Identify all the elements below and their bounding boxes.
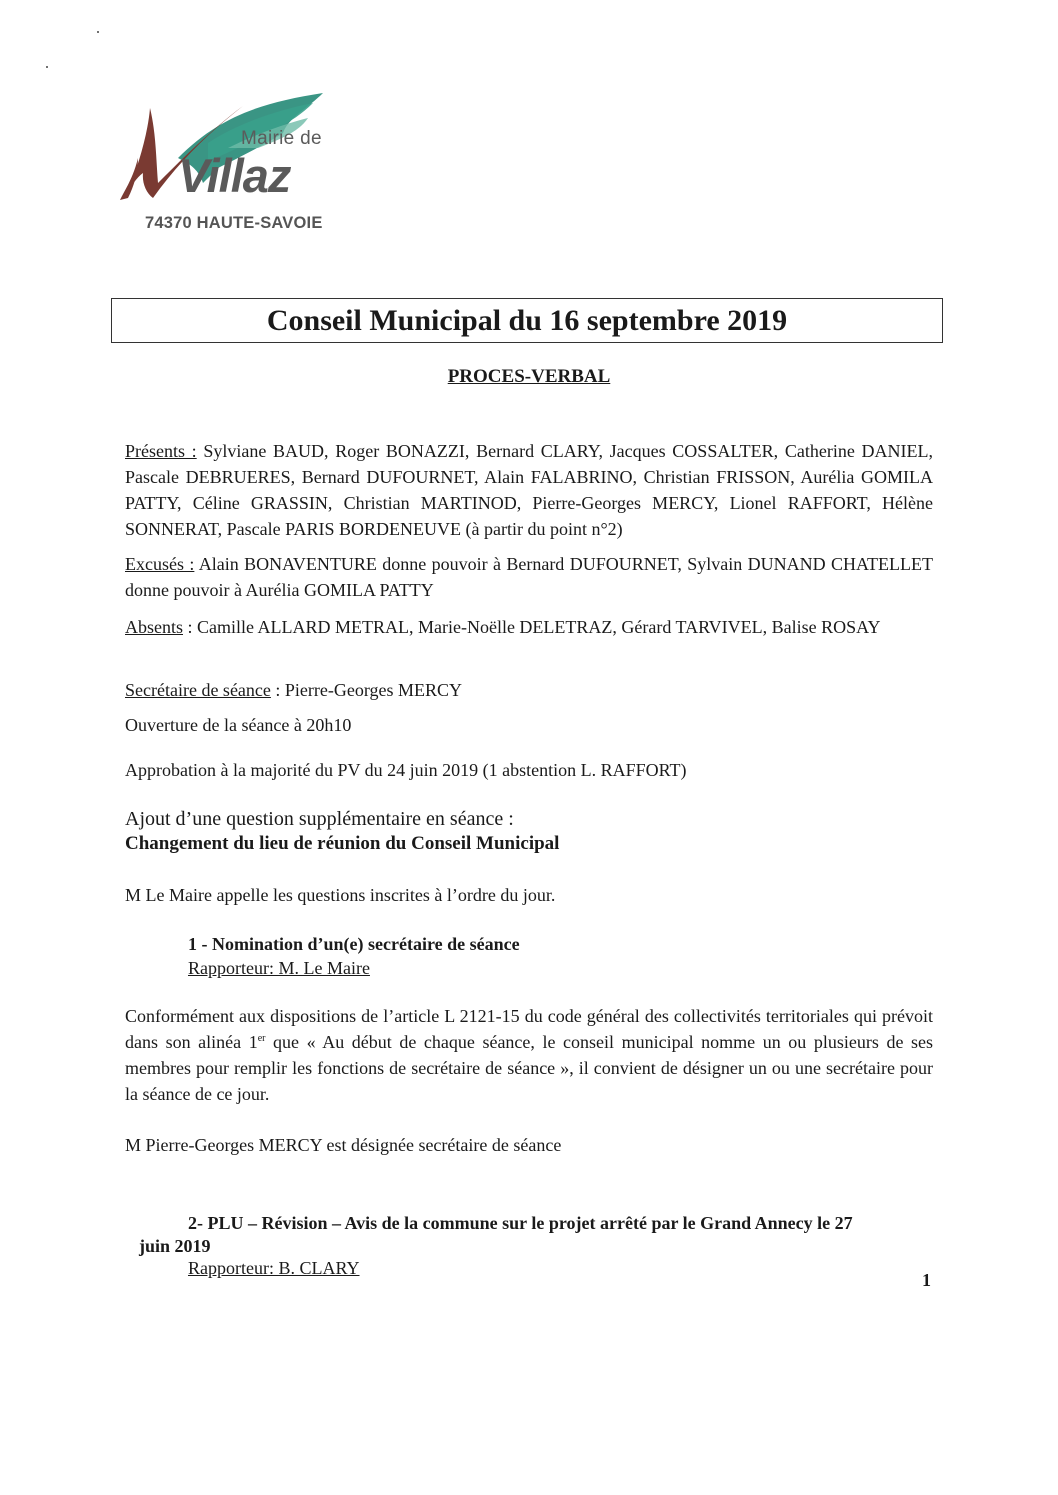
point1-rapporteur: Rapporteur: M. Le Maire: [188, 958, 370, 978]
point1-title: 1 - Nomination d’un(e) secrétaire de séance: [188, 934, 520, 954]
title-box: [111, 298, 943, 343]
ouverture-line: Ouverture de la séance à 20h10: [125, 715, 352, 735]
designation-line: M Pierre-Georges MERCY est désignée secrétaire de séance: [125, 1135, 562, 1155]
absents-paragraph: [125, 614, 933, 640]
ajout-line: Ajout d’une question supplémentaire en séance :: [125, 808, 514, 830]
ajout-question: Changement du lieu de réunion du Conseil Municipal: [125, 833, 560, 854]
page-number: 1: [922, 1270, 931, 1290]
approbation-line: Approbation à la majorité du PV du 24 juin 2019 (1 abstention L. RAFFORT): [125, 760, 687, 780]
conformement-superscript: er: [257, 1033, 266, 1044]
scan-speck: [97, 31, 99, 33]
absents-label: Absents: [125, 617, 183, 637]
secretaire-text: : Pierre-Georges MERCY: [270, 680, 463, 700]
excuses-text: Alain BONAVENTURE donne pouvoir à Bernard DUFOURNET, Sylvain DUNAND CHATELLET donne pouvoir à Aurélia GOMILA PATTY: [125, 554, 933, 600]
document-subtitle: PROCES-VERBAL: [447, 366, 611, 387]
absents-text: : Camille ALLARD METRAL, Marie-Noëlle DELETRAZ, Gérard TARVIVEL, Balise ROSAY: [183, 617, 881, 637]
point2-title-line1: 2- PLU – Révision – Avis de la commune sur le projet arrêté par le Grand Annecy le 27: [188, 1213, 853, 1233]
point2-rapporteur: Rapporteur: B. CLARY: [188, 1258, 360, 1278]
excuses-label: Excusés :: [125, 554, 195, 574]
logo-text-region: 74370 HAUTE-SAVOIE: [145, 214, 323, 232]
logo-text-mairie: Mairie de: [241, 128, 322, 149]
presents-label: Présents :: [125, 441, 197, 461]
appel-line: M Le Maire appelle les questions inscrites à l’ordre du jour.: [125, 885, 556, 905]
point2-title-line2: juin 2019: [139, 1236, 211, 1256]
document-title: Conseil Municipal du 16 septembre 2019: [266, 303, 788, 337]
conformement-paragraph: [125, 1003, 933, 1107]
scan-speck: [46, 66, 48, 68]
presents-paragraph: [125, 438, 933, 542]
secretaire-paragraph: [125, 677, 933, 703]
conformement-text-start: Conformément aux dispositions de l’article L 2121-15 du code général des collectivités territoriales qui prévoit dans son alinéa 1: [125, 1006, 933, 1052]
excuses-paragraph: [125, 551, 933, 603]
logo-text-villaz: Villaz: [178, 149, 291, 202]
secretaire-label: Secrétaire de séance: [125, 680, 271, 700]
presents-text: Sylviane BAUD, Roger BONAZZI, Bernard CLARY, Jacques COSSALTER, Catherine DANIEL, Pascale DEBRUERES, Bernard DUFOURNET, Alain FALABRINO, Christian FRISSON, Aurélia GOMILA PATTY, Céline GRASSIN, Christian MARTINOD, Pierre-Georges MERCY, Lionel RAFFORT, Hélène SONNERAT, Pascale PARIS BORDENEUVE (à partir du point n°2): [125, 441, 933, 539]
conformement-text-end: que « Au début de chaque séance, le conseil municipal nomme un ou plusieurs de ses membres pour remplir les fonctions de secrétaire de séance », il convient de désigner un ou une secrétaire pour la séance de ce jour.: [125, 1032, 934, 1104]
